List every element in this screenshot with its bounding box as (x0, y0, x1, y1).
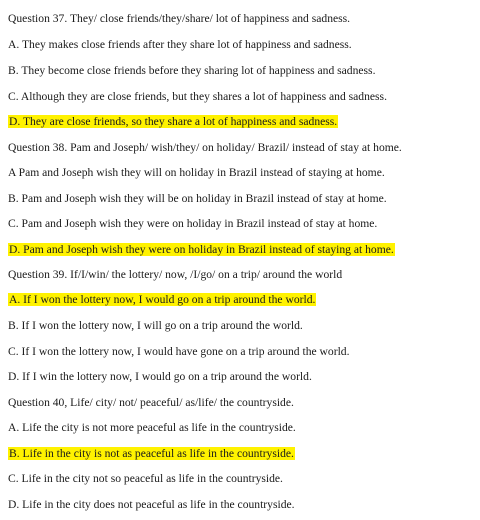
line-text: Question 39. If/I/win/ the lottery/ now, /I/go/ on a trip/ around the world (8, 268, 343, 281)
line-text: B. Pam and Joseph wish they will be on holiday in Brazil instead of stay at home. (8, 192, 387, 205)
line-text: C. Life in the city not so peaceful as life in the countryside. (8, 472, 283, 485)
line-text: C. Although they are close friends, but they shares a lot of happiness and sadness. (8, 90, 387, 103)
question-40-option-d (8, 497, 295, 512)
question-40-option-c (8, 471, 283, 486)
line-text: D. Life in the city does not peaceful as life in the countryside. (8, 498, 295, 511)
question-37-option-a (8, 37, 352, 52)
question-38-option-c (8, 216, 377, 231)
question-40-option-b (8, 446, 295, 461)
line-text: Question 38. Pam and Joseph/ wish/they/ on holiday/ Brazil/ instead of stay at home. (8, 141, 402, 154)
highlighted-answer: A. If I won the lottery now, I would go on a trip around the world. (9, 293, 316, 306)
line-text: B. They become close friends before they sharing lot of happiness and sadness. (8, 64, 376, 77)
question-37-option-b (8, 63, 375, 78)
question-40-option-a (8, 420, 296, 435)
highlighted-answer: D. They are close friends, so they share a lot of happiness and sadness. (9, 115, 338, 128)
line-text: D. If I win the lottery now, I would go on a trip around the world. (8, 370, 312, 383)
line-text: C. If I won the lottery now, I would have gone on a trip around the world. (8, 345, 350, 358)
line-text: A Pam and Joseph wish they will on holiday in Brazil instead of staying at home. (8, 166, 385, 179)
question-39-option-d (8, 369, 312, 384)
line-text: B. If I won the lottery now, I will go on a trip around the world. (8, 319, 303, 332)
question-40-prompt (8, 395, 294, 410)
line-text: A. Life the city is not more peaceful as life in the countryside. (8, 421, 296, 434)
question-38-option-d (8, 242, 395, 257)
question-38-prompt (8, 140, 402, 155)
question-39-option-c (8, 344, 350, 359)
line-text: A. They makes close friends after they share lot of happiness and sadness. (8, 38, 352, 51)
line-text: Question 40, Life/ city/ not/ peaceful/ as/life/ the countryside. (8, 396, 294, 409)
question-37-option-d (8, 114, 338, 129)
question-38-option-b (8, 191, 387, 206)
question-38-option-a (8, 165, 385, 180)
question-37-option-c (8, 89, 387, 104)
line-text: Question 37. They/ close friends/they/share/ lot of happiness and sadness. (8, 12, 351, 25)
question-39-prompt (8, 267, 342, 282)
highlighted-answer: D. Pam and Joseph wish they were on holiday in Brazil instead of staying at home. (9, 243, 394, 256)
question-39-option-b (8, 318, 303, 333)
highlighted-answer: B. Life in the city is not as peaceful as life in the countryside. (9, 447, 294, 460)
question-37-prompt (8, 11, 350, 26)
question-39-option-a (8, 292, 316, 307)
line-text: C. Pam and Joseph wish they were on holiday in Brazil instead of stay at home. (8, 217, 378, 230)
